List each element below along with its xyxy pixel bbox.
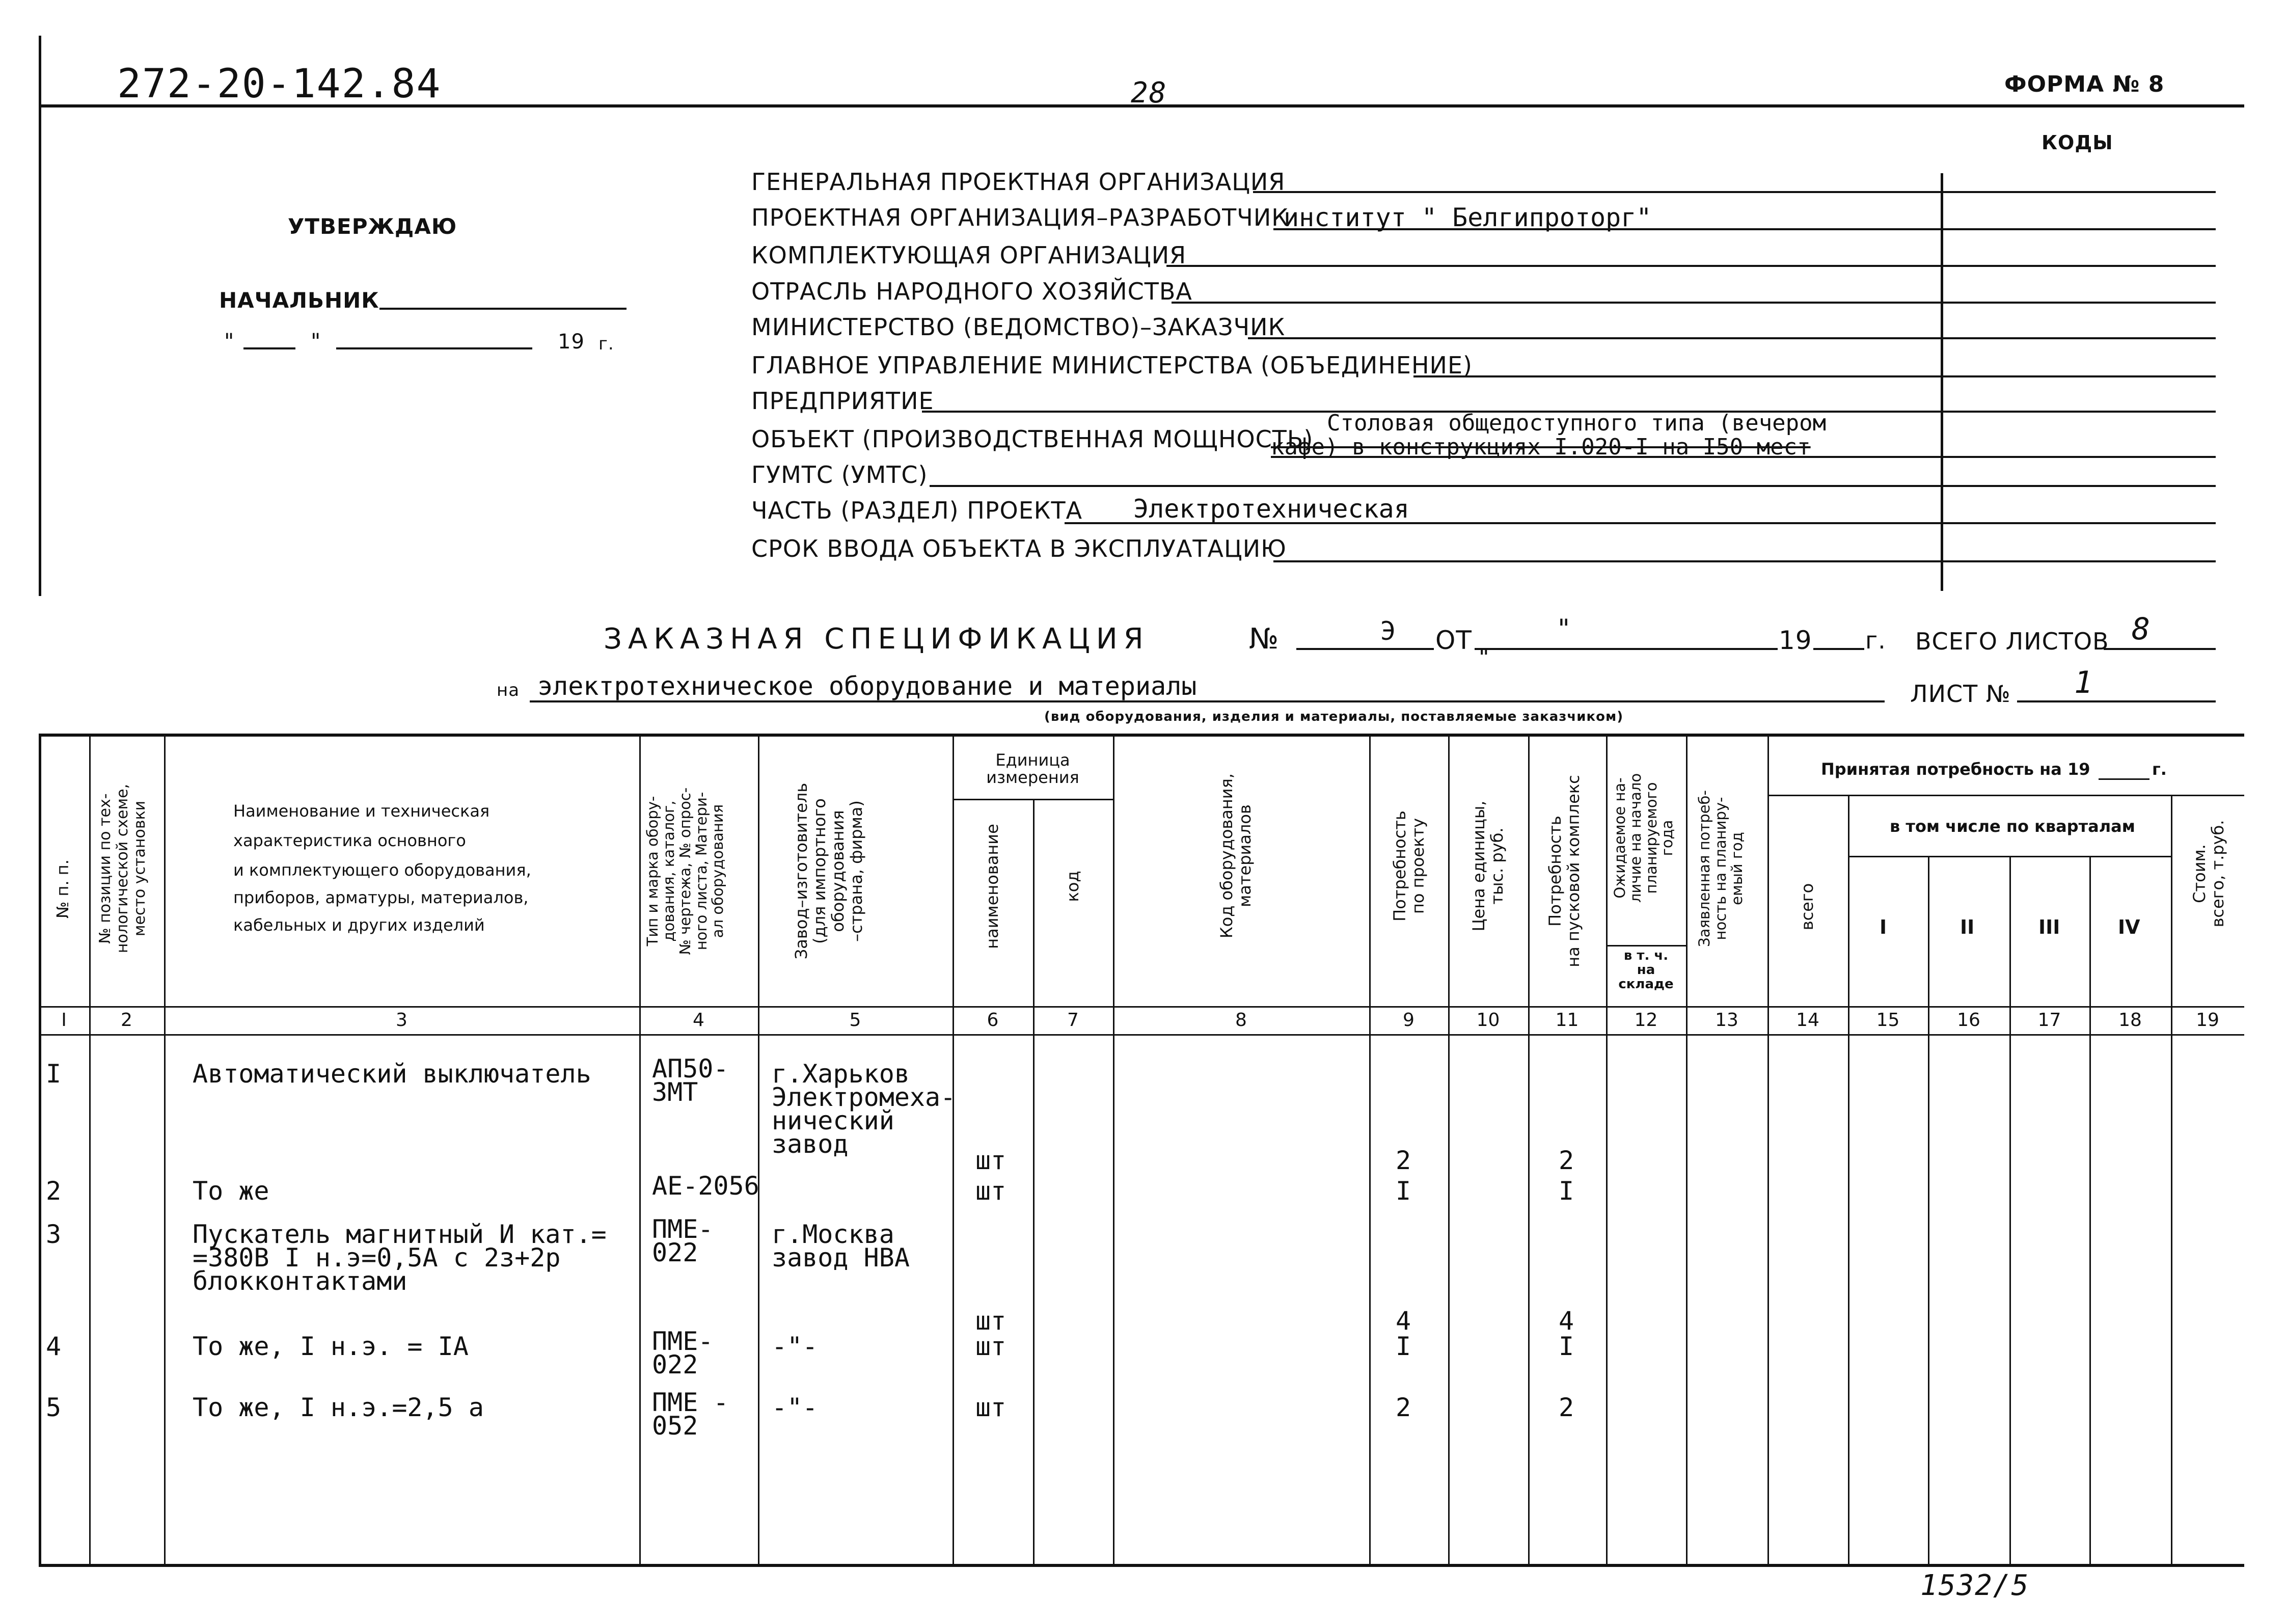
spec-quote-second: " [1477, 644, 1491, 670]
hdr-q4: IV [2118, 916, 2140, 938]
unit-rule [953, 799, 1113, 800]
col-sep-16 [2009, 856, 2011, 1564]
col-sep-4 [758, 734, 759, 1564]
page-number: 28 [1131, 76, 1167, 110]
column-number-4: 4 [693, 1010, 704, 1031]
row-name: То же [193, 1176, 269, 1206]
row-start-need: I [1559, 1332, 1574, 1361]
hdr-c3-line1: Наименование и техническая [233, 801, 490, 821]
field-supply-org-line[interactable] [1166, 265, 2216, 267]
column-number-17: 17 [2037, 1010, 2061, 1031]
col-sep-1 [89, 734, 91, 1564]
hdr-q3: III [2038, 916, 2060, 938]
col-sep-10 [1528, 734, 1530, 1564]
hdr-c9: Потребность по проекту [1390, 810, 1428, 922]
row-need: I [1396, 1176, 1411, 1206]
footer-mark: 1532/5 [1920, 1569, 2030, 1602]
field-object-line[interactable] [1271, 456, 2216, 458]
spec-total-line[interactable] [2104, 648, 2216, 650]
row-type: АП50- 3МТ [652, 1054, 729, 1107]
approve-title: УТВЕРЖДАЮ [288, 214, 457, 239]
field-design-org-line[interactable] [1273, 228, 2216, 230]
row-unit: шт [975, 1332, 1006, 1361]
spec-sheet-label: ЛИСТ № [1910, 680, 2011, 708]
row-start-need: I [1559, 1176, 1574, 1206]
hdr-c3-line5: кабельных и других изделий [233, 915, 485, 935]
column-number-3: 3 [396, 1010, 407, 1031]
row-unit: шт [975, 1146, 1006, 1175]
col-sep-6 [1033, 799, 1035, 1564]
hdr-c3-line2: характеристика основного [233, 831, 466, 850]
hdr-accepted-year-line[interactable] [2099, 778, 2149, 780]
hdr-c12b: в т. ч. на складе [1618, 948, 1674, 992]
field-main-dept-label: ГЛАВНОЕ УПРАВЛЕНИЕ МИНИСТЕРСТВА (ОБЪЕДИНЕНИЕ) [751, 351, 1473, 379]
hdr-c19: Стоим. всего, т.руб. [2190, 820, 2227, 928]
col-sep-12 [1686, 734, 1688, 1564]
row-type: ПМЕ- 022 [652, 1327, 714, 1379]
hdr-c5: Завод–изготовитель (для импортного оборудования –страна, фирма) [792, 782, 866, 960]
hdr-c7: код [1063, 871, 1082, 902]
row-maker: -"- [772, 1332, 818, 1361]
hdr-c1: № п. п. [53, 859, 72, 918]
col-sep-13 [1767, 734, 1769, 1564]
day-line[interactable] [243, 347, 295, 349]
field-enterprise-label: ПРЕДПРИЯТИЕ [751, 387, 934, 415]
field-gumts-line[interactable] [930, 485, 2216, 487]
spec-total-value: 8 [2132, 611, 2152, 647]
col-sep-15 [1928, 856, 1929, 1564]
row-maker: г.Харьков Электромеха- нический завод [772, 1059, 956, 1159]
row-name: Пускатель магнитный И кат.= =380В I н.э=0,5А с 2з+2р блокконтактами [193, 1220, 607, 1296]
row-name: То же, I н.э. = IА [193, 1332, 469, 1361]
field-object-value-line2: кафе) в конструкциях I.020-I на I50 мест [1271, 434, 1811, 460]
row-need: 2 [1396, 1146, 1411, 1175]
hdr-c10: Цена единицы, тыс. руб. [1469, 800, 1507, 932]
spec-on-label: на [497, 680, 520, 700]
row-need: I [1396, 1332, 1411, 1361]
hdr-c6: наименование [983, 824, 1002, 949]
spec-year-suffix: г. [1865, 627, 1886, 654]
approve-year: 19 [558, 330, 585, 354]
row-name: Автоматический выключатель [193, 1059, 591, 1089]
colnum-bottom-rule [39, 1034, 2244, 1036]
row-start-need: 2 [1559, 1146, 1574, 1175]
row-maker: г.Москва завод НВА [772, 1220, 910, 1273]
field-ministry-line[interactable] [1248, 337, 2216, 339]
field-object-label: ОБЪЕКТ (ПРОИЗВОДСТВЕННАЯ МОЩНОСТЬ) [751, 425, 1314, 453]
spec-no-label: № [1249, 622, 1280, 656]
col-sep-11 [1606, 734, 1608, 1564]
hdr-c3-line4: приборов, арматуры, материалов, [233, 888, 529, 907]
field-industry-line[interactable] [1172, 302, 2216, 304]
field-deadline-label: СРОК ВВОДА ОБЪЕКТА В ЭКСПЛУАТАЦИЮ [751, 535, 1287, 562]
column-number-6: 6 [987, 1010, 999, 1031]
spec-year: 19 [1779, 626, 1812, 655]
hdr-c3-line3: и комплектующего оборудования, [233, 860, 531, 880]
chief-label: НАЧАЛЬНИК [219, 288, 379, 313]
table-bottom-rule [39, 1564, 2244, 1567]
column-number-8: 8 [1235, 1010, 1247, 1031]
field-general-org-label: ГЕНЕРАЛЬНАЯ ПРОЕКТНАЯ ОРГАНИЗАЦИЯ [751, 168, 1286, 196]
column-number-10: 10 [1476, 1010, 1500, 1031]
hdr-c14: всего [1798, 883, 1817, 931]
field-deadline-line[interactable] [1273, 560, 2216, 562]
field-general-org-line[interactable] [1253, 191, 2216, 193]
column-number-11: 11 [1555, 1010, 1579, 1031]
column-number-2: 2 [121, 1010, 132, 1031]
approve-year-suffix: г. [598, 334, 614, 354]
column-number-18: 18 [2118, 1010, 2142, 1031]
hdr-quarters: в том числе по кварталам [1890, 817, 2135, 836]
field-section-line[interactable] [1065, 522, 2216, 524]
frame-left-top [39, 36, 41, 596]
row-number: 4 [46, 1332, 62, 1361]
hdr-unit: Единица измерения [986, 750, 1079, 787]
field-design-org-label: ПРОЕКТНАЯ ОРГАНИЗАЦИЯ–РАЗРАБОТЧИК [751, 204, 1289, 231]
field-section-value: Электротехническая [1133, 494, 1409, 524]
field-industry-label: ОТРАСЛЬ НАРОДНОГО ХОЗЯЙСТВА [751, 278, 1192, 305]
colnum-top-rule [39, 1006, 2244, 1008]
spec-no-line[interactable] [1296, 648, 1434, 650]
hdr-accepted-suffix: г. [2152, 760, 2167, 779]
column-number-7: 7 [1067, 1010, 1079, 1031]
hdr-c2: № позиции по тех- нологической схеме, место установки [96, 783, 149, 954]
document-code: 272-20-142.84 [117, 61, 442, 107]
spec-from-label: ОТ [1435, 626, 1472, 655]
col-sep-8 [1369, 734, 1371, 1564]
hdr-c12: Ожидаемое на- личие на начало планируемого года [1611, 773, 1676, 903]
col-sep-17 [2089, 856, 2091, 1564]
codes-divider [1941, 173, 1943, 591]
row-name: То же, I н.э.=2,5 а [193, 1393, 484, 1422]
column-number-13: 13 [1715, 1010, 1738, 1031]
hdr-c8: Код оборудования, материалов [1217, 773, 1255, 939]
column-number-9: 9 [1403, 1010, 1414, 1031]
col-sep-18 [2171, 795, 2172, 1564]
chief-signature-line[interactable] [379, 308, 627, 310]
row-need: 4 [1396, 1306, 1411, 1336]
column-number-12: 12 [1634, 1010, 1658, 1031]
frame-left-bottom [39, 734, 41, 1567]
column-number-15: 15 [1876, 1010, 1900, 1031]
row-number: 3 [46, 1220, 62, 1249]
row-type: АЕ-2056 [652, 1171, 759, 1201]
spec-no-value: Э [1380, 616, 1396, 646]
col-sep-3 [639, 734, 641, 1564]
column-number-14: 14 [1796, 1010, 1819, 1031]
field-main-dept-line[interactable] [1413, 375, 2216, 377]
row-unit: шт [975, 1306, 1006, 1336]
table-top-rule [39, 734, 2244, 737]
spec-sheet-value: 1 [2074, 665, 2094, 700]
hdr-q1: I [1880, 916, 1887, 938]
spec-year-line[interactable] [1813, 648, 1864, 650]
quote-close: " [311, 329, 321, 354]
column-number-16: 16 [1957, 1010, 1980, 1031]
row-start-need: 2 [1559, 1393, 1574, 1422]
spec-caption: (вид оборудования, изделия и материалы, поставляемые заказчиком) [1044, 709, 1624, 724]
row-number: 5 [46, 1393, 62, 1422]
row-maker: -"- [772, 1393, 818, 1422]
hdr-accepted: Принятая потребность на 19 [1821, 760, 2090, 779]
col-sep-14 [1848, 795, 1849, 1564]
form-number: ФОРМА № 8 [2004, 71, 2165, 97]
month-line[interactable] [336, 347, 532, 349]
spec-on-value: электротехническое оборудование и материалы [537, 671, 1197, 701]
col-sep-9 [1448, 734, 1450, 1564]
accepted-rule [1767, 795, 2244, 796]
field-ministry-label: МИНИСТЕРСТВО (ВЕДОМСТВО)–ЗАКАЗЧИК [751, 313, 1286, 341]
column-number-1: I [61, 1010, 67, 1031]
field-section-label: ЧАСТЬ (РАЗДЕЛ) ПРОЕКТА [751, 497, 1083, 524]
hdr-c13: Заявленная потреб- ность на планиру- емый год [1696, 790, 1746, 947]
column-number-5: 5 [849, 1010, 861, 1031]
spec-on-line[interactable] [530, 700, 1885, 702]
row-need: 2 [1396, 1393, 1411, 1422]
row-number: I [46, 1059, 62, 1089]
quote-open: " [224, 329, 235, 354]
spec-title: ЗАКАЗНАЯ СПЕЦИФИКАЦИЯ [604, 622, 1150, 656]
field-design-org-value: институт " Белгипроторг" [1284, 203, 1652, 232]
spec-from-quote: " [1556, 614, 1572, 643]
row-unit: шт [975, 1393, 1006, 1422]
hdr-c4: Тип и марка обору- дования, каталог, № чертежа, № опрос- ного листа, Матери- ал оборудования [644, 787, 726, 955]
codes-label: КОДЫ [2042, 131, 2113, 154]
row-type: ПМЕ- 022 [652, 1214, 714, 1267]
col-sep-2 [164, 734, 166, 1564]
field-gumts-label: ГУМТС (УМТС) [751, 461, 928, 489]
hdr-c11: Потребность на пусковой комплекс [1545, 775, 1583, 967]
row-start-need: 4 [1559, 1306, 1574, 1336]
quarter-rule [1848, 856, 2171, 857]
stock-rule [1606, 945, 1686, 946]
row-number: 2 [46, 1176, 62, 1206]
column-number-19: 19 [2196, 1010, 2219, 1031]
spec-date-line[interactable] [1475, 648, 1778, 650]
spec-total-label: ВСЕГО ЛИСТОВ [1915, 628, 2109, 655]
field-supply-org-label: КОМПЛЕКТУЮЩАЯ ОРГАНИЗАЦИЯ [751, 241, 1187, 269]
col-sep-7 [1113, 734, 1114, 1564]
hdr-q2: II [1960, 916, 1975, 938]
field-object-value-line1: Столовая общедоступного типа (вечером [1327, 410, 1827, 436]
row-type: ПМЕ - 052 [652, 1388, 729, 1441]
row-unit: шт [975, 1176, 1006, 1206]
spec-sheet-line[interactable] [2017, 700, 2216, 702]
